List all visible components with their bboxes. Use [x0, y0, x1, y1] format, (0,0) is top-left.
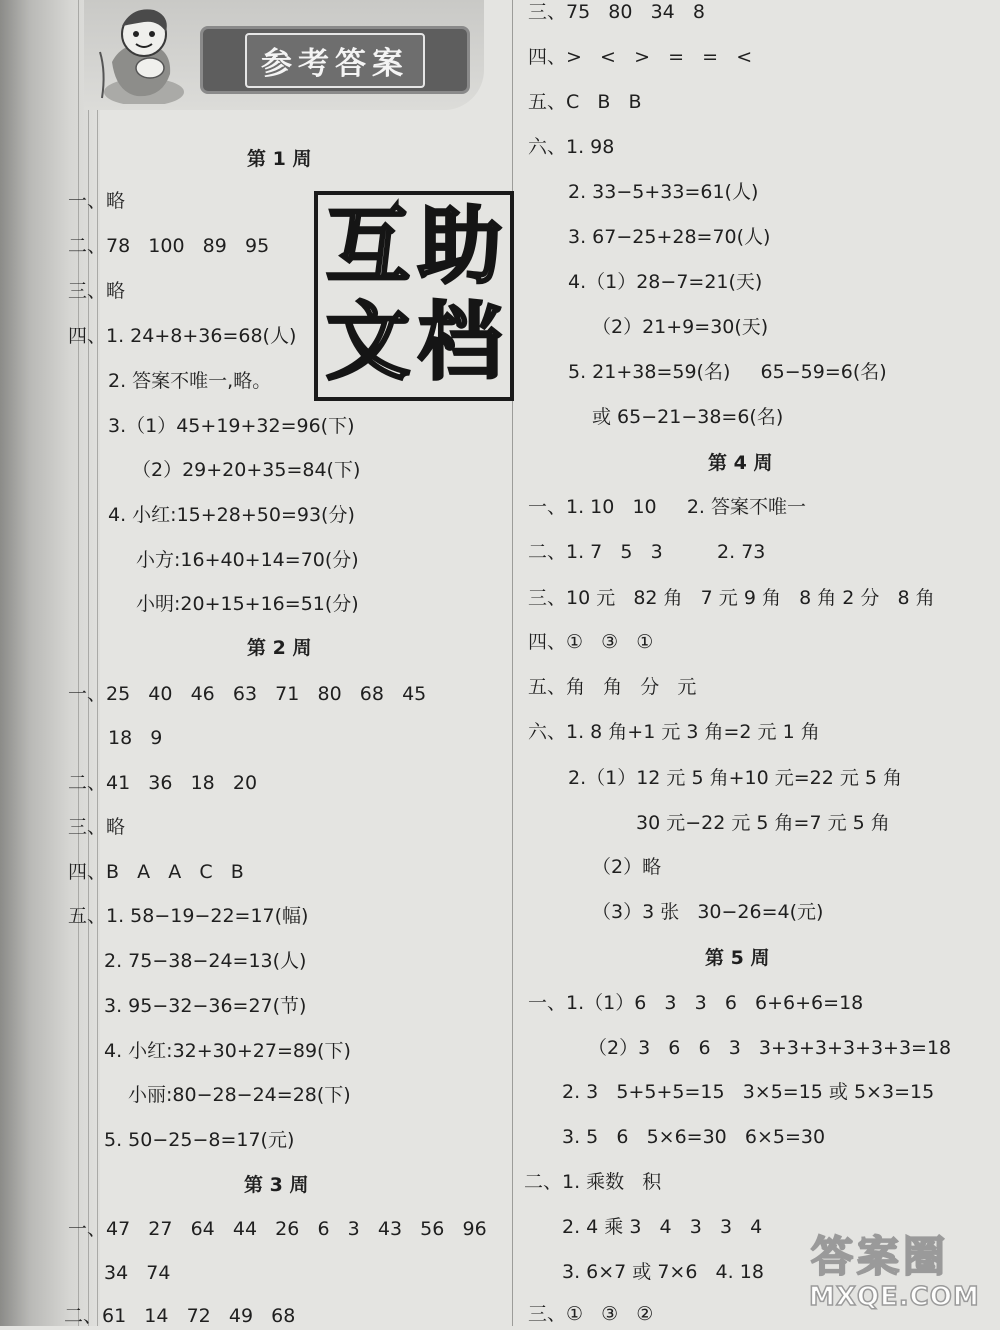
answer-line: 4. 小红:32+30+27=89(下) [104, 1040, 351, 1062]
answer-line: 或 65−21−38=6(名) [592, 406, 784, 428]
stamp-char: 档 [418, 293, 503, 391]
week-5-heading: 第 5 周 [705, 947, 770, 969]
week-4-heading: 第 4 周 [708, 452, 773, 474]
answer-line: 一、1. 10 10 2. 答案不唯一 [528, 496, 807, 518]
answer-line: （2）29+20+35=84(下) [132, 459, 361, 481]
answer-line: 四、① ③ ① [528, 631, 654, 653]
answer-line: （2）略 [592, 856, 662, 878]
week-3-heading: 第 3 周 [244, 1174, 309, 1196]
site-watermark [803, 1224, 993, 1320]
answer-line: 2. 33−5+33=61(人) [568, 181, 759, 203]
answer-line: 小明:20+15+16=51(分) [136, 593, 359, 615]
answer-line: 5. 50−25−8=17(元) [104, 1129, 295, 1151]
answer-line: 2. 答案不唯一,略。 [108, 370, 272, 392]
answer-line: 一、略 [68, 190, 126, 212]
answer-line: 四、1. 24+8+36=68(人) [68, 325, 297, 347]
answer-line: 二、78 100 89 95 [68, 235, 270, 257]
title-banner [200, 26, 470, 94]
answer-line: 五、1. 58−19−22=17(幅) [68, 905, 309, 927]
answer-line: （3）3 张 30−26=4(元) [592, 901, 824, 923]
stamp-char: 互 [326, 197, 411, 295]
answer-line: 三、① ③ ② [528, 1303, 654, 1325]
answer-line: 2. 3 5+5+5=15 3×5=15 或 5×3=15 [562, 1081, 935, 1103]
answer-line: 二、61 14 72 49 68 [64, 1305, 296, 1327]
watermark-url: MXQE.COM [809, 1282, 980, 1312]
answer-line: （2）3 6 6 3 3+3+3+3+3+3=18 [588, 1037, 952, 1059]
answer-line: 一、25 40 46 63 71 80 68 45 [68, 683, 427, 705]
answer-line: 4. 小红:15+28+50=93(分) [108, 504, 355, 526]
page-title: 参考答案 [245, 33, 425, 88]
answer-line: 3. 67−25+28=70(人) [568, 226, 771, 248]
answer-line: 2.（1）12 元 5 角+10 元=22 元 5 角 [568, 767, 903, 789]
answer-line: 四、> < > = = < [528, 46, 753, 68]
answer-line: 一、47 27 64 44 26 6 3 43 56 96 [68, 1218, 487, 1240]
answer-line: 3. 95−32−36=27(节) [104, 995, 307, 1017]
answer-line: 二、1. 7 5 3 2. 73 [528, 541, 766, 563]
answer-line: 一、1.（1）6 3 3 6 6+6+6=18 [528, 992, 864, 1014]
answer-line: 34 74 [104, 1262, 171, 1284]
answer-line: 2. 4 乘 3 4 3 3 4 [562, 1216, 763, 1238]
answer-line: 3.（1）45+19+32=96(下) [108, 415, 355, 437]
answer-line: 二、41 36 18 20 [68, 772, 258, 794]
answer-line: 2. 75−38−24=13(人) [104, 950, 307, 972]
answer-line: 小方:16+40+14=70(分) [136, 549, 359, 571]
answer-line: 3. 6×7 或 7×6 4. 18 [562, 1261, 764, 1283]
week-2-heading: 第 2 周 [247, 637, 312, 659]
answer-line: 五、角 角 分 元 [528, 676, 697, 698]
stamp-char: 助 [418, 197, 503, 295]
answer-line: 六、1. 98 [528, 136, 615, 158]
answer-line: 三、75 80 34 8 [528, 1, 705, 23]
answer-line: 二、1. 乘数 积 [524, 1171, 662, 1193]
answer-line: 3. 5 6 5×6=30 6×5=30 [562, 1126, 826, 1148]
answer-line: 5. 21+38=59(名) 65−59=6(名) [568, 361, 887, 383]
answer-line: （2）21+9=30(天) [592, 316, 769, 338]
mascot-illustration [92, 2, 192, 104]
answer-line: 三、略 [68, 816, 126, 838]
stamp-char: 文 [326, 293, 411, 391]
watermark-logo-text: 答案圈 [811, 1232, 950, 1281]
answer-line: 六、1. 8 角+1 元 3 角=2 元 1 角 [528, 721, 820, 743]
week-1-heading: 第 1 周 [247, 148, 312, 170]
answer-line: 18 9 [108, 727, 163, 749]
answer-line: 三、10 元 82 角 7 元 9 角 8 角 2 分 8 角 [528, 587, 935, 609]
answer-line: 30 元−22 元 5 角=7 元 5 角 [636, 812, 890, 834]
answer-line: 四、B A A C B [68, 861, 244, 883]
answer-line: 小丽:80−28−24=28(下) [128, 1084, 351, 1106]
answer-line: 4.（1）28−7=21(天) [568, 271, 763, 293]
stamp-watermark [308, 185, 523, 411]
answer-line: 五、C B B [528, 91, 642, 113]
answer-line: 三、略 [68, 280, 126, 302]
